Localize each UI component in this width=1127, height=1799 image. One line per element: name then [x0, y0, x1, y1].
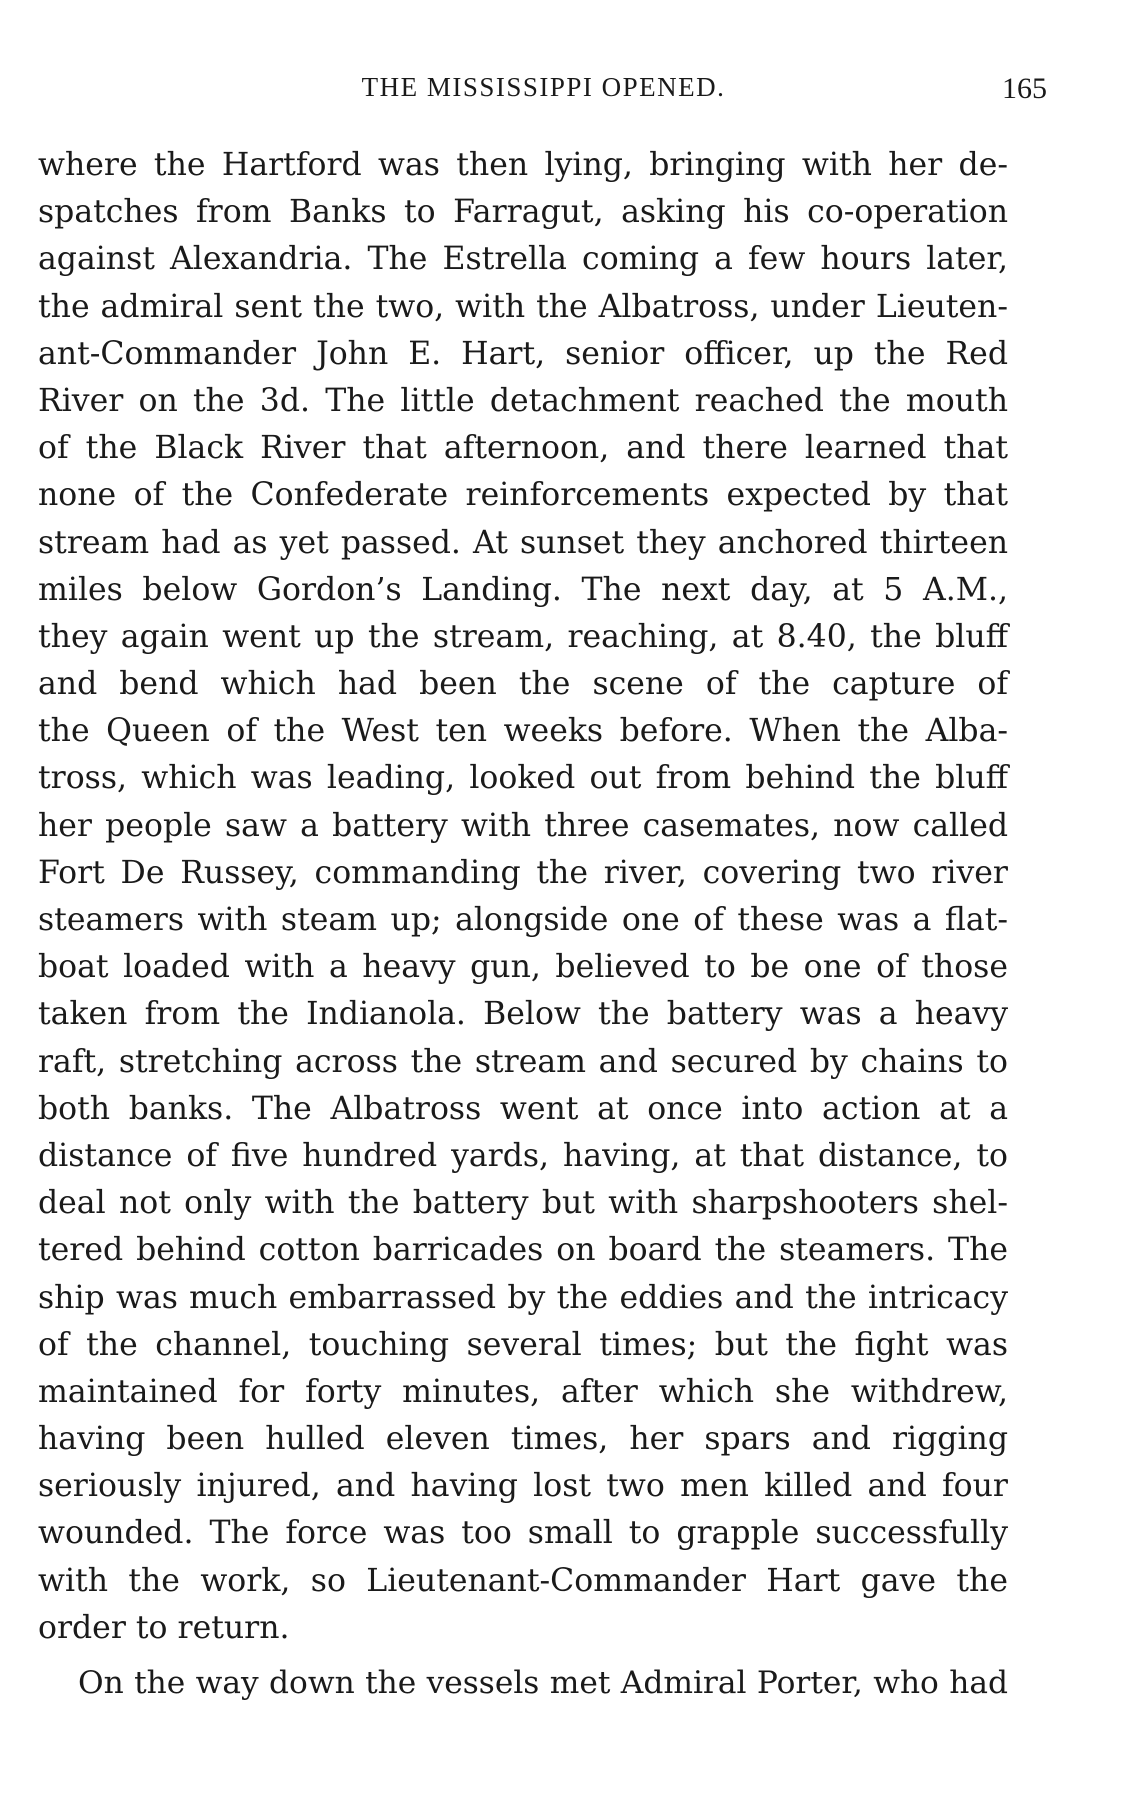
- text-line: seriously injured, and having lost two men killed and four: [38, 1468, 1008, 1505]
- paragraph-gap: [38, 1652, 1008, 1660]
- text-line: her people saw a battery with three casemates, now called: [38, 807, 1008, 844]
- text-line: none of the Confederate reinforcements expected by that: [38, 477, 1008, 514]
- body-text: [38, 142, 1008, 1707]
- text-line: boat loaded with a heavy gun, believed to be one of those: [38, 949, 1008, 986]
- text-line: spatches from Banks to Farragut, asking his co-operation: [38, 194, 1008, 231]
- running-title: THE MISSISSIPPI OPENED.: [361, 72, 726, 102]
- text-line: where the Hartford was then lying, bringing with her de-: [38, 147, 1008, 183]
- text-line: ant-Commander John E. Hart, senior officer, up the Red: [38, 335, 1008, 372]
- text-line: with the work, so Lieutenant-Commander Hart gave the: [38, 1562, 1008, 1599]
- text-line: they again went up the stream, reaching, at 8.40, the bluff: [38, 618, 1008, 655]
- text-line: Fort De Russey, commanding the river, covering two river: [38, 854, 1008, 891]
- text-line: deal not only with the battery but with sharpshooters shel-: [38, 1185, 1008, 1222]
- text-line: having been hulled eleven times, her spars and rigging: [38, 1421, 1008, 1458]
- paragraph-1: [38, 142, 1008, 1652]
- running-head: [40, 72, 1047, 112]
- text-line: ship was much embarrassed by the eddies and the intricacy: [38, 1279, 1008, 1316]
- text-line: taken from the Indianola. Below the battery was a heavy: [38, 996, 1008, 1033]
- text-line: of the Black River that afternoon, and there learned that: [38, 430, 1008, 467]
- text-line: both banks. The Albatross went at once into action at a: [38, 1090, 1008, 1127]
- page-number: 165: [1002, 72, 1047, 105]
- text-line: of the channel, touching several times; but the fight was: [38, 1326, 1008, 1363]
- text-line: wounded. The force was too small to grapple successfully: [38, 1515, 1008, 1552]
- text-line: the Queen of the West ten weeks before. When the Alba-: [38, 713, 1008, 750]
- text-line: On the way down the vessels met Admiral Porter, who had: [78, 1665, 1008, 1701]
- text-line: miles below Gordon’s Landing. The next day, at 5 A.M.,: [38, 571, 1008, 608]
- text-line: and bend which had been the scene of the capture of: [38, 666, 1008, 703]
- text-line: raft, stretching across the stream and secured by chains to: [38, 1043, 1008, 1080]
- text-line: tross, which was leading, looked out from behind the bluff: [38, 760, 1008, 797]
- text-line: order to return.: [38, 1609, 290, 1646]
- text-line: maintained for forty minutes, after which she withdrew,: [38, 1373, 1008, 1410]
- paragraph-2: [38, 1660, 1008, 1707]
- text-line: against Alexandria. The Estrella coming a few hours later,: [38, 241, 1008, 278]
- text-line: River on the 3d. The little detachment reached the mouth: [38, 382, 1008, 419]
- text-line: stream had as yet passed. At sunset they anchored thirteen: [38, 524, 1008, 561]
- text-line: tered behind cotton barricades on board the steamers. The: [38, 1232, 1008, 1269]
- text-line: distance of five hundred yards, having, at that distance, to: [38, 1137, 1008, 1174]
- text-line: the admiral sent the two, with the Albatross, under Lieuten-: [38, 288, 1008, 325]
- text-line: steamers with steam up; alongside one of these was a flat-: [38, 902, 1008, 938]
